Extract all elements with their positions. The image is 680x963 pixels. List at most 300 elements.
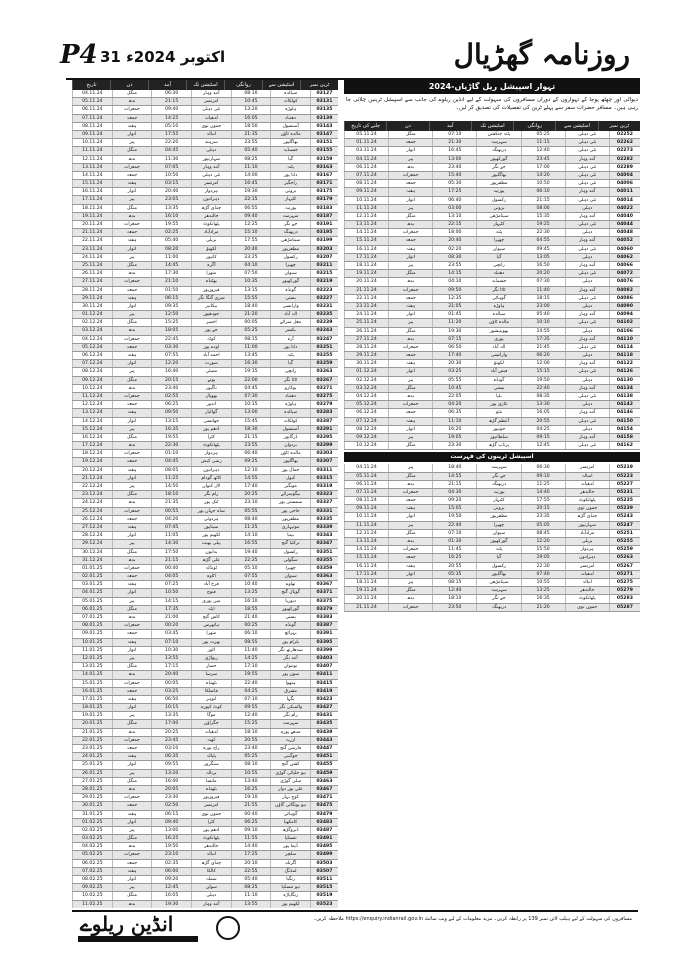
train-number: 03515 — [310, 884, 338, 891]
table-cell: 17:30 — [151, 270, 191, 277]
train-number: 03219 — [310, 278, 338, 285]
table-cell: گونڈہ — [476, 377, 520, 384]
table-cell: برونی — [270, 188, 310, 195]
table-cell: والمیکی نگر — [270, 704, 310, 711]
table-cell: 04.11.24 — [72, 90, 112, 97]
table-cell: 06:25 — [231, 819, 271, 826]
table-cell: ہفتہ — [388, 505, 432, 512]
table-cell: پوری — [476, 336, 520, 343]
train-number: 04086 — [609, 295, 640, 302]
train-number: 03139 — [310, 115, 338, 122]
table-cell: 17:10 — [231, 663, 271, 670]
table-cell: 10.12.24 — [344, 442, 388, 449]
table-row — [72, 884, 338, 892]
table-cell: 15:05 — [432, 505, 476, 512]
table-cell: 22:15 — [231, 196, 271, 203]
table-cell: احمد آباد — [191, 352, 231, 359]
table-cell: 17:55 — [231, 237, 271, 244]
table-cell: آعظم گڑھ — [476, 418, 520, 425]
table-cell: رنگیا — [270, 876, 310, 883]
table-cell: پرتاپ گڑھ — [476, 442, 520, 449]
table-cell: الور — [191, 647, 231, 654]
train-number: 03431 — [310, 712, 338, 719]
table-cell: پیر — [112, 598, 152, 605]
table-cell: 11.11.24 — [344, 205, 388, 212]
table-cell: گیا — [270, 156, 310, 163]
table-row — [72, 262, 338, 270]
table-cell: پٹھانکوٹ — [191, 442, 231, 449]
table-cell: ہاتھرس — [191, 622, 231, 629]
table-cell: 13:05 — [521, 254, 565, 261]
table-cell: آنند وہار — [565, 409, 609, 416]
table-cell: سورت — [191, 360, 231, 367]
table-cell: پیر — [112, 483, 152, 490]
table-cell: دانا پور — [270, 344, 310, 351]
table-cell: 30.12.24 — [72, 549, 112, 556]
column-header: ٹرین نمبر — [300, 80, 338, 90]
table-cell: دہلی — [191, 892, 231, 899]
table-cell: پیر — [112, 655, 152, 662]
table-cell: 07.11.24 — [72, 115, 112, 122]
table-cell: سہرسہ — [270, 213, 310, 220]
table-cell: 22:20 — [151, 139, 191, 146]
table-cell: لکھیم پور — [270, 901, 310, 908]
train-number: 03503 — [310, 860, 338, 867]
table-cell: 08:05 — [151, 467, 191, 474]
table-cell: پٹھانکوٹ — [565, 595, 609, 602]
train-number: 03299 — [310, 442, 338, 449]
table-row — [72, 270, 338, 278]
table-cell: آنند وہار — [565, 262, 609, 269]
table-cell: 13:55 — [151, 655, 191, 662]
table-row — [72, 115, 338, 123]
table-cell: ہاوڑہ — [270, 106, 310, 113]
table-cell: گونڈہ — [270, 622, 310, 629]
table-cell: دہلی — [565, 426, 609, 433]
table-cell: 15:40 — [432, 172, 476, 179]
table-cell: 23:55 — [432, 262, 476, 269]
table-row — [344, 156, 640, 164]
table-row — [72, 229, 338, 237]
table-cell: 07:55 — [231, 573, 271, 580]
train-number: 03291 — [310, 426, 338, 433]
table-cell: 00:25 — [231, 622, 271, 629]
table-cell: 26.12.24 — [72, 516, 112, 523]
table-cell: 16.11.24 — [344, 563, 388, 570]
table-cell: 03:15 — [151, 180, 191, 187]
table-cell: 21:40 — [231, 614, 271, 621]
train-number: 02262 — [609, 139, 640, 146]
table-cell: ٹونڈلہ — [191, 565, 231, 572]
table-cell: موگا — [191, 712, 231, 719]
train-number: 03207 — [310, 254, 338, 261]
table-row — [72, 827, 338, 835]
table-cell: ٹاٹا نگر — [270, 377, 310, 384]
train-number: 03143 — [310, 123, 338, 130]
table-cell: جمعہ — [388, 139, 432, 146]
train-number: 04126 — [609, 368, 640, 375]
table-cell: 16:55 — [231, 540, 271, 547]
table-cell: 02:20 — [432, 246, 476, 253]
table-cell: 21:00 — [151, 614, 191, 621]
table-cell: 03:25 — [432, 368, 476, 375]
table-cell: 14:55 — [521, 328, 565, 335]
table-cell: کشن گنج — [270, 761, 310, 768]
table-cell: 05.11.24 — [344, 131, 388, 138]
train-number: 04060 — [609, 246, 640, 253]
table-cell: اتوار — [388, 571, 432, 578]
table-cell: 05.12.24 — [72, 344, 112, 351]
table-cell: 06.12.24 — [72, 352, 112, 359]
table-cell: پیر — [112, 426, 152, 433]
table-cell: بریلی — [191, 237, 231, 244]
table-cell: 13:15 — [231, 287, 271, 294]
table-cell: 09.11.24 — [344, 188, 388, 195]
table-row — [72, 172, 338, 180]
table-cell: 08:15 — [231, 336, 271, 343]
train-number: 03227 — [310, 295, 338, 302]
table-cell: گوپال گنج — [270, 589, 310, 596]
table-cell: آنند وہار — [191, 901, 231, 908]
table-row — [72, 336, 338, 344]
table-cell: بدایوں — [191, 549, 231, 556]
table-cell: 14:15 — [151, 598, 191, 605]
table-row — [72, 401, 338, 409]
table-cell: 11:25 — [231, 524, 271, 531]
table-cell: 28.12.24 — [72, 532, 112, 539]
table-row — [72, 491, 338, 499]
train-number: 03383 — [310, 614, 338, 621]
table-cell: 16:35 — [521, 595, 565, 602]
table-cell: جمعہ — [112, 688, 152, 695]
table-cell: نئی دہلی — [565, 172, 609, 179]
table-cell: بھاگلپور — [476, 172, 520, 179]
table-row — [72, 614, 338, 622]
train-number: 04138 — [609, 393, 640, 400]
table-cell: دہلی — [191, 147, 231, 154]
table-cell: شملہ — [191, 876, 231, 883]
table-cell: بیتیا — [270, 532, 310, 539]
table-cell: کامکھیا — [270, 819, 310, 826]
table-cell: 11.11.24 — [72, 147, 112, 154]
table-cell: 05.12.24 — [344, 401, 388, 408]
table-cell: 16.12.24 — [72, 434, 112, 441]
table-cell: ہفتہ — [112, 639, 152, 646]
table-row — [72, 540, 338, 548]
table-cell: بستی — [270, 295, 310, 302]
table-cell: 14:40 — [521, 489, 565, 496]
table-cell: نئی دہلی — [565, 319, 609, 326]
table-cell: ہردوار — [565, 546, 609, 553]
table-cell: 18:40 — [231, 303, 271, 310]
table-cell: 12:25 — [231, 221, 271, 228]
table-cell: 09:55 — [151, 761, 191, 768]
table-cell: 10:10 — [521, 319, 565, 326]
table-row — [72, 352, 338, 360]
table-cell: ہفتہ — [388, 188, 432, 195]
train-number: 05239 — [609, 505, 640, 512]
train-number: 03287 — [310, 418, 338, 425]
table-cell: 05:25 — [231, 327, 271, 334]
table-cell: جمعرات — [112, 737, 152, 744]
column-header: اسٹیشن سے — [262, 80, 300, 90]
table-cell: 11:40 — [521, 287, 565, 294]
table-cell: منگل — [112, 205, 152, 212]
table-cell: 14:25 — [231, 655, 271, 662]
table-cell: 14:15 — [432, 270, 476, 277]
table-cell: 07:10 — [151, 639, 191, 646]
table-cell: 09:10 — [521, 473, 565, 480]
table-cell: 27.11.24 — [344, 336, 388, 343]
table-row — [344, 426, 640, 434]
table-row — [72, 892, 338, 900]
table-cell: جموں توی — [191, 123, 231, 130]
table-cell: 10.12.24 — [72, 385, 112, 392]
train-number: 04118 — [609, 352, 640, 359]
table-cell: منگل — [112, 90, 152, 97]
table-cell: متھرا — [191, 270, 231, 277]
table-cell: 19.01.25 — [72, 712, 112, 719]
table-row — [72, 196, 338, 204]
table-cell: 03:30 — [151, 344, 191, 351]
table-cell: 16.11.24 — [72, 188, 112, 195]
train-number: 04072 — [609, 270, 640, 277]
table-cell: 21:20 — [231, 311, 271, 318]
table-cell: 16:05 — [521, 409, 565, 416]
table-cell: 05.11.24 — [72, 98, 112, 105]
table-cell: 18:40 — [432, 464, 476, 471]
table-cell: 09:40 — [231, 213, 271, 220]
table-cell: 12:50 — [151, 311, 191, 318]
railway-emblem-icon — [216, 916, 240, 940]
table-cell: پیر — [112, 139, 152, 146]
table-cell: ہفتہ — [112, 123, 152, 130]
table-cell: اتوار — [112, 360, 152, 367]
table-cell: 12.11.24 — [344, 530, 388, 537]
table-cell: 11:10 — [432, 418, 476, 425]
table-cell: مظفرپور — [270, 516, 310, 523]
table-row — [72, 598, 338, 606]
table-cell: کھنہ — [191, 737, 231, 744]
table-cell: 12:45 — [521, 442, 565, 449]
table-cell: پیر — [112, 254, 152, 261]
table-cell: پیر — [388, 464, 432, 471]
table-cell: 10.02.25 — [72, 892, 112, 899]
table-cell: 03.01.25 — [72, 581, 112, 588]
table-cell: 04.12.24 — [344, 393, 388, 400]
table-cell: 13:00 — [432, 156, 476, 163]
table-cell: 09.12.24 — [72, 377, 112, 384]
table-row — [344, 481, 640, 489]
table-cell: 24.12.24 — [72, 499, 112, 506]
table-cell: 22:40 — [521, 385, 565, 392]
table-cell: کاس گنج — [191, 614, 231, 621]
train-number: 03375 — [310, 598, 338, 605]
table-cell: ادھم پور — [191, 827, 231, 834]
table-cell: 10:45 — [432, 385, 476, 392]
train-number: 03307 — [310, 458, 338, 465]
table-cell: 06:25 — [151, 401, 191, 408]
train-number: 03331 — [310, 508, 338, 515]
table-cell: تنسکیا — [270, 835, 310, 842]
table-row — [72, 393, 338, 401]
table-cell: رانچی — [476, 262, 520, 269]
table-row — [72, 442, 338, 450]
table-cell: 20:10 — [231, 860, 271, 867]
table-cell: 02.12.24 — [344, 377, 388, 384]
table-row — [72, 704, 338, 712]
table-cell: 14.12.24 — [72, 418, 112, 425]
table-cell: جمعہ — [112, 401, 152, 408]
table-cell: بھوبنیشور — [476, 328, 520, 335]
table-cell: آنند وہار — [191, 164, 231, 171]
table-cell: 30.01.25 — [72, 802, 112, 809]
table-cell: جمعرات — [388, 546, 432, 553]
table-cell: 13:10 — [432, 213, 476, 220]
table-cell: 12:40 — [521, 147, 565, 154]
table-cell: سیتامڑھی — [476, 579, 520, 586]
table-row — [344, 505, 640, 513]
table-cell: 15:50 — [521, 546, 565, 553]
column-header: اسٹیشن تک — [186, 80, 224, 90]
table-cell: جمعرات — [112, 622, 152, 629]
table-row — [344, 237, 640, 245]
table-cell: 08:45 — [521, 530, 565, 537]
table-cell: 13:25 — [231, 589, 271, 596]
table-cell: دہرادون — [191, 467, 231, 474]
table-row — [344, 587, 640, 595]
train-number: 03171 — [310, 180, 338, 187]
table-cell: 09:40 — [151, 106, 191, 113]
table-cell: 11:00 — [231, 344, 271, 351]
table-cell: 10:35 — [231, 278, 271, 285]
table-cell: پیر — [388, 434, 432, 441]
table-cell: 04:05 — [151, 573, 191, 580]
train-number: 03243 — [310, 327, 338, 334]
table-cell: سیالدہ — [270, 90, 310, 97]
table-cell: 22:40 — [231, 680, 271, 687]
train-number: 03387 — [310, 622, 338, 629]
table-row — [72, 278, 338, 286]
table-cell: سلطانپور — [476, 434, 520, 441]
table-cell: دہلی — [565, 401, 609, 408]
table-cell: 15:15 — [521, 368, 565, 375]
table-cell: 01:45 — [432, 311, 476, 318]
table-cell: 09:50 — [432, 287, 476, 294]
train-number: 03347 — [310, 540, 338, 547]
train-number: 03471 — [310, 794, 338, 801]
table-cell: دہلی — [565, 254, 609, 261]
right-table-header — [344, 121, 640, 131]
table-cell: مشرق — [270, 688, 310, 695]
train-number: 03195 — [310, 229, 338, 236]
table-cell: نئی دہلی — [565, 418, 609, 425]
table-cell: ہاوڑہ — [476, 303, 520, 310]
table-cell: 11:30 — [151, 156, 191, 163]
table-cell: بیکانیر — [191, 303, 231, 310]
table-cell: رکسول — [270, 254, 310, 261]
table-cell: ناگپور — [191, 385, 231, 392]
table-cell: اتوار — [112, 819, 152, 826]
table-cell: نئی دہلی — [565, 393, 609, 400]
train-number: 03359 — [310, 565, 338, 572]
table-cell: مظفرپور — [476, 513, 520, 520]
table-cell: 12.12.24 — [72, 401, 112, 408]
table-cell: 07:30 — [521, 278, 565, 285]
table-cell: 23:00 — [521, 303, 565, 310]
train-number: 04062 — [609, 254, 640, 261]
table-row — [72, 311, 338, 319]
train-number: 03367 — [310, 581, 338, 588]
table-cell: 24.01.25 — [72, 753, 112, 760]
table-cell: کٹیہار — [476, 221, 520, 228]
table-cell: 21:45 — [521, 344, 565, 351]
table-cell: 04:20 — [432, 401, 476, 408]
table-cell: اتوار — [112, 131, 152, 138]
table-cell: جسیڈیہ — [476, 278, 520, 285]
train-number: 03191 — [310, 221, 338, 228]
table-cell: 17:40 — [231, 483, 271, 490]
table-row — [344, 254, 640, 262]
table-row — [344, 319, 640, 327]
train-number: 03163 — [310, 164, 338, 171]
table-cell: سیتامڑھی — [270, 237, 310, 244]
table-cell: اتوار — [388, 254, 432, 261]
table-cell: کوٹ کپورہ — [191, 704, 231, 711]
table-cell: ہفتہ — [112, 696, 152, 703]
train-number: 04094 — [609, 311, 640, 318]
table-cell: مالدہ ٹاؤن — [270, 450, 310, 457]
table-cell: جے نگر — [476, 595, 520, 602]
table-cell: 22.12.24 — [72, 483, 112, 490]
table-cell: گورکھپور — [270, 278, 310, 285]
table-cell: 14.11.24 — [72, 172, 112, 179]
table-cell: 07:30 — [231, 393, 271, 400]
table-cell: منگل — [112, 491, 152, 498]
table-row — [72, 745, 338, 753]
column-header: اسٹیشن تک — [471, 121, 513, 131]
table-cell: 18:15 — [521, 295, 565, 302]
table-cell: جمعرات — [112, 851, 152, 858]
table-row — [72, 794, 338, 802]
table-cell: سولن — [191, 884, 231, 891]
table-cell: 06:50 — [151, 696, 191, 703]
train-number: 03267 — [310, 377, 338, 384]
train-number: 03403 — [310, 655, 338, 662]
train-number: 03379 — [310, 606, 338, 613]
table-cell: منگل — [112, 606, 152, 613]
table-cell: 23:50 — [432, 604, 476, 611]
table-cell: 04:25 — [231, 688, 271, 695]
table-cell: ہفتہ — [112, 868, 152, 875]
table-cell: 14.11.24 — [344, 229, 388, 236]
table-cell: لکھنؤ — [476, 360, 520, 367]
table-cell: 07:05 — [151, 164, 191, 171]
table-cell: 24.11.24 — [72, 254, 112, 261]
table-cell: راجگیر — [270, 180, 310, 187]
table-cell: منگل — [112, 434, 152, 441]
table-cell: دہلی — [565, 229, 609, 236]
train-number: 03251 — [310, 344, 338, 351]
table-cell: لدھیانہ — [565, 481, 609, 488]
table-cell: ہفتہ — [112, 352, 152, 359]
table-cell: 11:15 — [521, 139, 565, 146]
table-cell: 06:40 — [231, 450, 271, 457]
table-cell: آنند وہار — [565, 311, 609, 318]
table-cell: بوکارو — [270, 385, 310, 392]
table-cell: 08.11.24 — [344, 497, 388, 504]
table-cell: 11:55 — [231, 835, 271, 842]
